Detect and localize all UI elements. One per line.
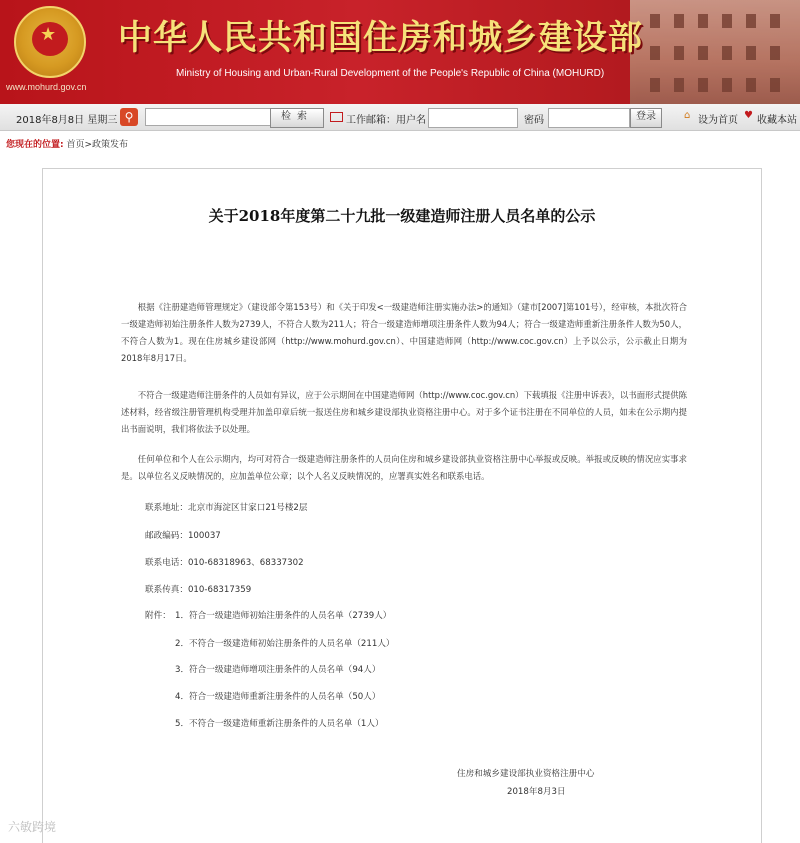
contact-fax: 联系传真：010-68317359: [145, 585, 252, 595]
national-emblem-icon: ★: [14, 6, 86, 78]
search-button[interactable]: 检索: [270, 108, 324, 128]
add-favorite-link[interactable]: 收藏本站: [757, 115, 797, 126]
breadcrumb-path[interactable]: 首页>政策发布: [66, 140, 129, 150]
paragraph-2: 不符合一级建造师注册条件的人员如有异议，应于公示期间在中国建造师网（http://www.coc.gov.cn）下载填报《注册申诉表》，以书面形式提供陈述材料，经省级注册管理机构受理并加盖印章后统一报送住房和城乡建设部执业资格注册中心。对于多个证书注册在不同单位的人员，如未在公示期内提出书面说明，我们将依法予以处理。: [121, 390, 687, 434]
building-photo: [630, 0, 800, 104]
top-toolbar: [0, 104, 800, 131]
postcode: 邮政编码：100037: [145, 531, 221, 541]
watermark: 六敏跨境: [8, 820, 57, 834]
paragraph-1: 根据《注册建造师管理规定》（建设部令第153号）和《关于印发<一级建造师注册实施办法>的通知》（建市[2007]第101号），经审核，本批次符合一级建造师初始注册条件人数为2739人，不符合人数为211人；符合一级建造师增项注册条件人数为94人；符合一级建造师重新注册条件人数为50人，不符合人数为1。现在住房城乡建设部网（http://www.mohurd.gov.cn）、中国建造师网（http://www.coc.gov.cn）上予以公示，公示截止日期为2018年8月17日。: [121, 302, 687, 363]
home-icon: ⌂: [684, 110, 691, 121]
ministry-english-title: Ministry of Housing and Urban-Rural Development of the People's Republic of China (MOHURD): [176, 68, 605, 79]
attachment-link-2[interactable]: 2．不符合一级建造师初始注册条件的人员名单（211人）: [175, 639, 395, 649]
site-url: www.mohurd.gov.cn: [6, 82, 87, 92]
attachment-link-5[interactable]: 5．不符合一级建造师重新注册条件的人员名单（1人）: [175, 719, 384, 729]
signature-date: 2018年8月3日: [507, 787, 566, 797]
contact-phone: 联系电话：010-68318963、68337302: [145, 558, 304, 568]
favorite-icon: ♥: [744, 110, 753, 121]
current-date: 2018年8月8日 星期三: [16, 115, 118, 126]
signature-org: 住房和城乡建设部执业资格注册中心: [457, 769, 595, 779]
attachment-link-3[interactable]: 3．符合一级建造师增项注册条件的人员名单（94人）: [175, 665, 381, 675]
attachment-link-4[interactable]: 4．符合一级建造师重新注册条件的人员名单（50人）: [175, 692, 381, 702]
attachment-link-1[interactable]: 1．符合一级建造师初始注册条件的人员名单（2739人）: [175, 611, 392, 621]
document-title: 关于2018年度第二十九批一级建造师注册人员名单的公示: [208, 207, 596, 225]
password-label: 密码: [524, 115, 544, 126]
mail-username-label: 工作邮箱：用户名: [346, 115, 426, 126]
ministry-title: 中华人民共和国住房和城乡建设部: [118, 18, 643, 58]
search-input[interactable]: [145, 108, 271, 126]
breadcrumb-label: 您现在的位置:: [6, 140, 64, 150]
attachment-label: 附件：: [145, 611, 171, 621]
mail-icon: [330, 112, 343, 122]
breadcrumb: [6, 137, 128, 150]
header-banner: [0, 0, 800, 104]
set-home-link[interactable]: 设为首页: [698, 115, 738, 126]
login-button[interactable]: 登录: [630, 108, 662, 128]
contact-address: 联系地址：北京市海淀区甘家口21号楼2层: [145, 503, 308, 513]
search-icon: ⚲: [120, 108, 138, 126]
username-input[interactable]: [428, 108, 518, 128]
paragraph-3: 任何单位和个人在公示期内，均可对符合一级建造师注册条件的人员向住房和城乡建设部执业资格注册中心举报或反映。举报或反映的情况应实事求是。以单位名义反映情况的，应加盖单位公章；以个人名义反映情况的，应署真实姓名和联系电话。: [121, 454, 687, 481]
document-panel: [42, 168, 762, 843]
password-input[interactable]: [548, 108, 630, 128]
